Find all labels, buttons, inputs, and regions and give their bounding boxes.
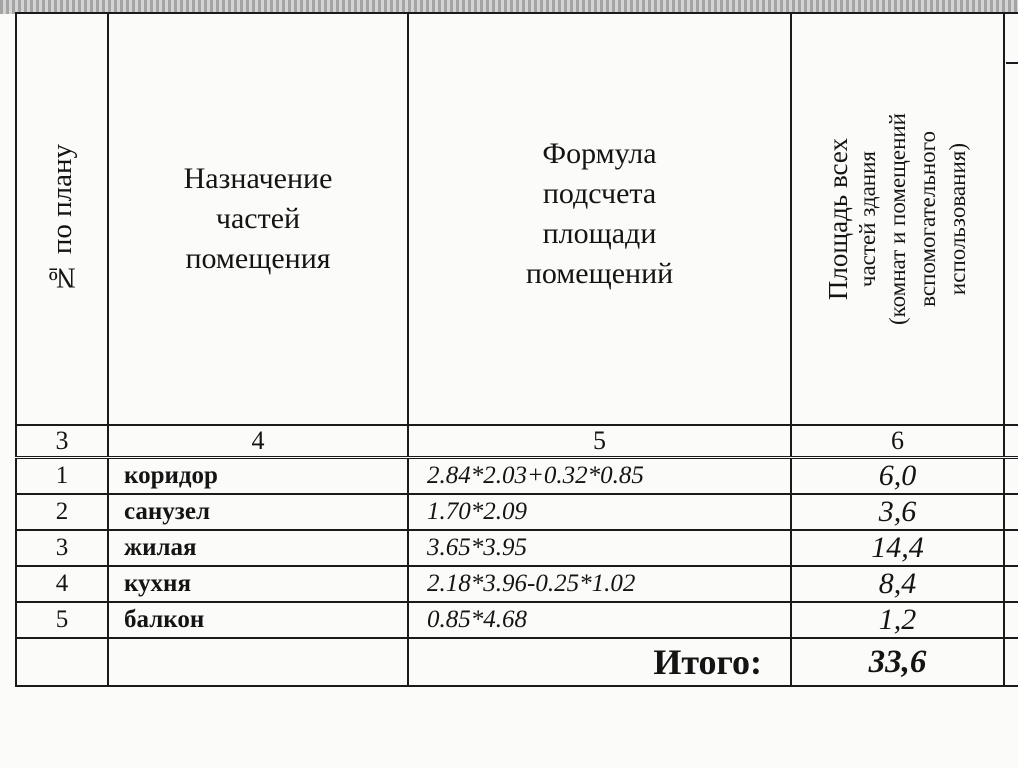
column-number-empty [1004, 425, 1018, 458]
row-plan-number: 3 [16, 530, 108, 566]
partial-line-mark [1006, 62, 1018, 64]
header-total-area-line: частей здания [854, 150, 880, 288]
total-empty-cell [16, 638, 108, 686]
row-area: 3,6 [791, 494, 1004, 530]
header-total-area-line: Площадь всех [822, 137, 853, 301]
row-room-name: балкон [108, 602, 408, 638]
header-room-purpose-line: частей [215, 202, 301, 235]
column-number-row [16, 425, 1018, 458]
row-formula: 3.65*3.95 [408, 530, 791, 566]
row-empty [1004, 494, 1018, 530]
row-empty [1004, 458, 1018, 495]
header-plan-number-text: № по плану [45, 144, 78, 294]
row-area: 6,0 [791, 458, 1004, 495]
row-formula: 2.18*3.96-0.25*1.02 [408, 566, 791, 602]
row-plan-number: 5 [16, 602, 108, 638]
row-room-name: санузел [108, 494, 408, 530]
header-area-formula-line: Формула [542, 137, 657, 170]
table-row [16, 602, 1018, 638]
area-table [15, 12, 1018, 687]
row-plan-number: 2 [16, 494, 108, 530]
header-area-formula-line: площади [542, 217, 657, 250]
column-number: 6 [791, 425, 1004, 458]
column-number: 3 [16, 425, 108, 458]
header-room-purpose [108, 13, 408, 425]
header-area-formula-line: помещений [525, 257, 674, 290]
column-number: 4 [108, 425, 408, 458]
header-row [16, 13, 1018, 425]
header-total-area [791, 13, 1004, 425]
table-row [16, 458, 1018, 495]
header-total-area-line: использования) [944, 142, 970, 296]
header-room-purpose-line: помещения [185, 242, 331, 275]
total-empty-cell [1004, 638, 1018, 686]
table-row [16, 566, 1018, 602]
row-plan-number: 4 [16, 566, 108, 602]
row-empty [1004, 602, 1018, 638]
row-area: 8,4 [791, 566, 1004, 602]
total-label: Итого: [408, 638, 791, 686]
column-number: 5 [408, 425, 791, 458]
total-empty-cell [108, 638, 408, 686]
table-row [16, 494, 1018, 530]
header-area-formula-line: подсчета [542, 177, 657, 210]
header-total-area-line: вспомогательного [914, 131, 940, 307]
row-room-name: коридор [108, 458, 408, 495]
row-area: 1,2 [791, 602, 1004, 638]
row-empty [1004, 566, 1018, 602]
row-formula: 1.70*2.09 [408, 494, 791, 530]
table-row [16, 530, 1018, 566]
row-empty [1004, 530, 1018, 566]
header-next-column [1004, 13, 1018, 425]
row-formula: 2.84*2.03+0.32*0.85 [408, 458, 791, 495]
row-area: 14,4 [791, 530, 1004, 566]
header-plan-number [16, 13, 108, 425]
header-room-purpose-line: Назначение [183, 162, 333, 195]
row-plan-number: 1 [16, 458, 108, 495]
total-value: 33,6 [791, 638, 1004, 686]
total-row [16, 638, 1018, 686]
header-total-area-line: (комнат и помещений [884, 112, 910, 326]
row-room-name: жилая [108, 530, 408, 566]
row-room-name: кухня [108, 566, 408, 602]
row-formula: 0.85*4.68 [408, 602, 791, 638]
header-area-formula [408, 13, 791, 425]
